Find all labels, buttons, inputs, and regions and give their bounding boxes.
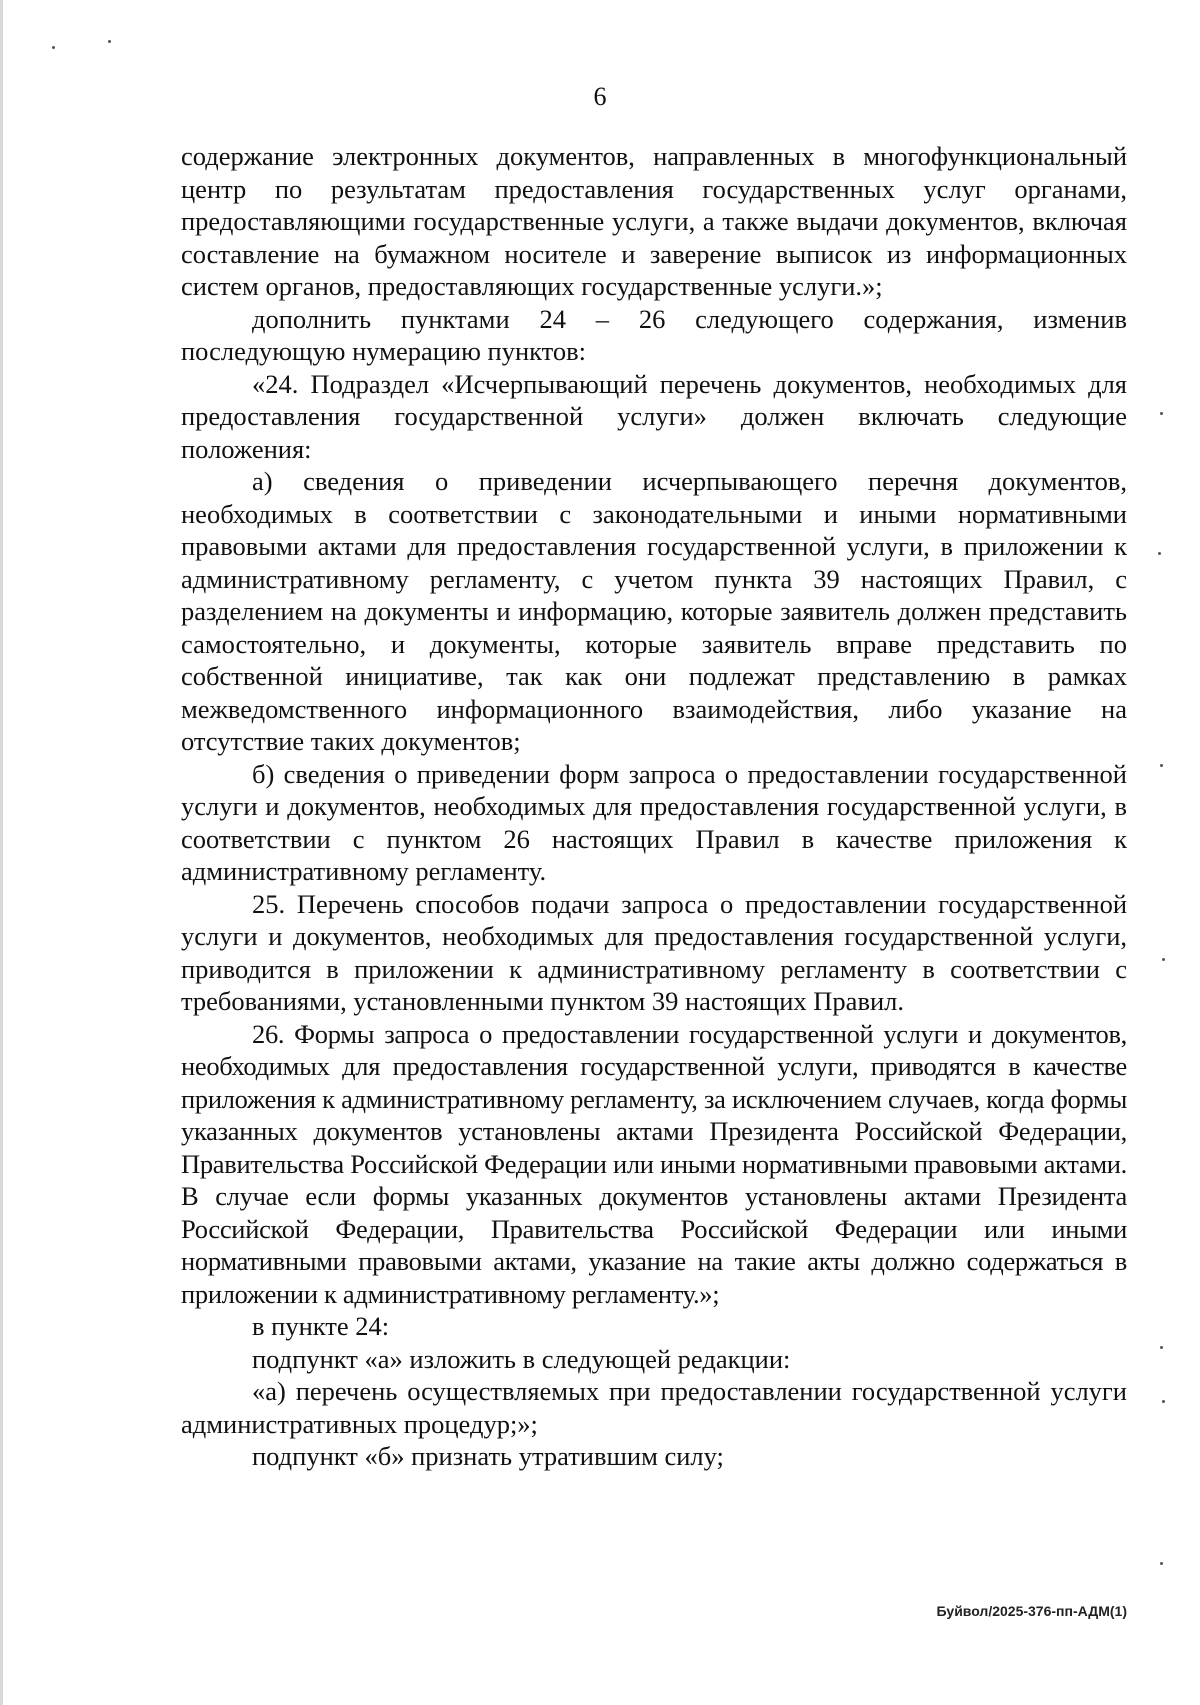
scan-speck <box>1160 1346 1163 1349</box>
scan-speck <box>52 46 55 49</box>
page-edge <box>0 0 3 1705</box>
page-number: 6 <box>593 82 607 111</box>
document-body <box>181 140 1127 1473</box>
document-code: Буйвол/2025-376-пп-АДМ(1) <box>936 1603 1127 1619</box>
scan-speck <box>1160 764 1163 767</box>
scan-speck <box>1162 958 1165 961</box>
scan-speck <box>1162 1400 1165 1403</box>
paragraph-in-point-24: в пункте 24: <box>252 1311 390 1341</box>
scan-speck <box>1160 412 1163 415</box>
paragraph-point-26: 26. Формы запроса о предоставлении государственной услуги и документов, необходимых для предоставления государственной услуги, приводятся в качестве приложения к административному регламенту, за исключением случаев, когда формы указанных документов установлены актами Президента Российской Федерации, Правительства Российской Федерации или иными нормативными правовыми актами. В случае если формы указанных документов установлены актами Президента Российской Федерации, Правительства Российской Федерации или иными нормативными правовыми актами, указание на такие акты должно содержаться в приложении к административному регламенту.»; <box>181 1018 1127 1309</box>
paragraph-amendment-intro: дополнить пунктами 24 – 26 следующего содержания, изменив последующую нумерацию пунктов: <box>181 303 1127 366</box>
paragraph-subpoint-b-void: подпункт «б» признать утратившим силу; <box>252 1441 724 1471</box>
paragraph-subpoint-b: б) сведения о приведении форм запроса о предоставлении государственной услуги и документов, необходимых для предоставления государственной услуги, в соответствии с пунктом 26 настоящих Правил в качестве приложения к административному регламенту. <box>181 758 1127 886</box>
paragraph-continuation: содержание электронных документов, направленных в многофункциональный центр по результатам предоставления государственных услуг органами, предоставляющими государственные услуги, а также выдачи документов, включая составление на бумажном носителе и заверение выписок из информационных систем органов, предоставляющих государственные услуги.»; <box>181 141 1127 301</box>
paragraph-subpoint-a-new-text: «а) перечень осуществляемых при предоставлении государственной услуги административных процедур;»; <box>181 1376 1127 1439</box>
scan-speck <box>1160 1562 1163 1565</box>
paragraph-subpoint-a-edit: подпункт «а» изложить в следующей редакции: <box>252 1343 791 1374</box>
paragraph-point-25: 25. Перечень способов подачи запроса о предоставлении государственной услуги и документов, необходимых для предоставления государственной услуги, приводится в приложении к административному регламенту в соответствии с требованиями, установленными пунктом 39 настоящих Правил. <box>181 888 1127 1016</box>
paragraph-point-24: «24. Подраздел «Исчерпывающий перечень документов, необходимых для предоставления государственной услуги» должен включать следующие положения: <box>181 368 1127 464</box>
paragraph-subpoint-a: а) сведения о приведении исчерпывающего перечня документов, необходимых в соответствии с законодательными и иными нормативными правовыми актами для предоставления государственной услуги, в приложении к административному регламенту, с учетом пункта 39 настоящих Правил, с разделением на документы и информацию, которые заявитель должен представить самостоятельно, и документы, которые заявитель вправе представить по собственной инициативе, так как они подлежат представлению в рамках межведомственного информационного взаимодействия, либо указание на отсутствие таких документов; <box>181 466 1127 756</box>
scan-speck <box>108 40 111 43</box>
scan-speck <box>1158 552 1161 555</box>
